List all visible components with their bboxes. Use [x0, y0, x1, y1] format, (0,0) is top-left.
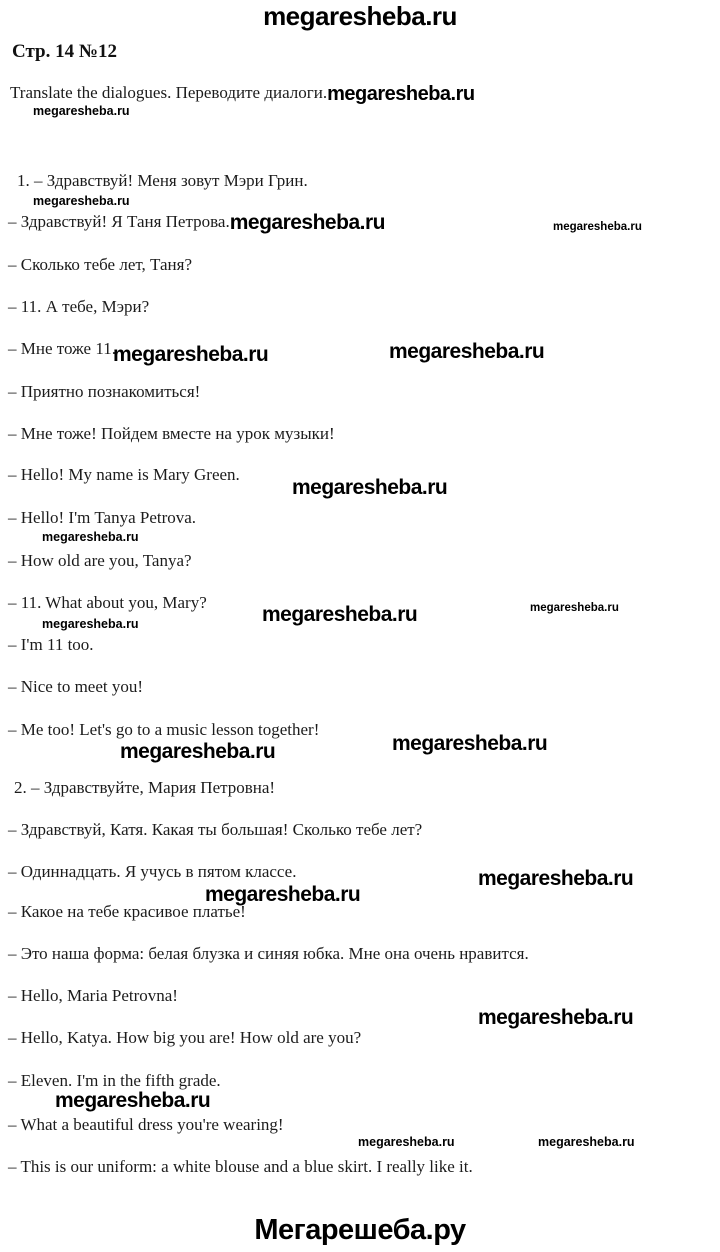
dialogue-line: – Одиннадцать. Я учусь в пятом классе.: [8, 862, 297, 881]
dialogue-line: – Мне тоже 11.: [8, 339, 116, 358]
dialogue-line: 1. – Здравствуй! Меня зовут Мэри Грин.: [17, 171, 308, 190]
watermark-large: megaresheba.ru: [120, 740, 276, 763]
page-heading: Стр. 14 №12: [12, 41, 117, 62]
task-line: [10, 83, 475, 104]
dialogue-line: – Это наша форма: белая блузка и синяя юбка. Мне она очень нравится.: [8, 944, 529, 963]
watermark-large: megaresheba.ru: [55, 1089, 211, 1112]
dialogue-text: – Здравствуй! Я Таня Петрова.: [8, 212, 230, 231]
watermark-small: megaresheba.ru: [358, 1135, 455, 1149]
watermark-small: megaresheba.ru: [33, 104, 130, 118]
watermark-small: megaresheba.ru: [553, 221, 642, 233]
watermark-large: megaresheba.ru: [113, 343, 269, 366]
dialogue-line: – This is our uniform: a white blouse and a blue skirt. I really like it.: [8, 1157, 473, 1176]
watermark-inline: megaresheba.ru: [229, 211, 385, 234]
dialogue-line: – Сколько тебе лет, Таня?: [8, 255, 192, 274]
dialogue-line: – Мне тоже! Пойдем вместе на урок музыки!: [8, 424, 335, 443]
watermark-small: megaresheba.ru: [33, 194, 130, 208]
watermark-small: megaresheba.ru: [42, 530, 139, 544]
watermark-large: megaresheba.ru: [392, 732, 548, 755]
dialogue-line: – What a beautiful dress you're wearing!: [8, 1115, 284, 1134]
dialogue-line: – Eleven. I'm in the fifth grade.: [8, 1071, 221, 1090]
watermark-large: megaresheba.ru: [262, 603, 418, 626]
dialogue-line: – Nice to meet you!: [8, 677, 144, 696]
watermark-large: megaresheba.ru: [205, 883, 361, 906]
task-text: Translate the dialogues. Переводите диалоги.: [10, 83, 328, 102]
watermark-bottom: Мегарешеба.ру: [254, 1214, 466, 1246]
watermark-large: megaresheba.ru: [389, 340, 545, 363]
dialogue-line: – Какое на тебе красивое платье!: [8, 902, 246, 921]
watermark-inline: megaresheba.ru: [327, 83, 475, 105]
watermark-top: megaresheba.ru: [263, 1, 457, 31]
dialogue-line: – Hello, Katya. How big you are! How old are you?: [8, 1028, 362, 1047]
watermark-small: megaresheba.ru: [538, 1135, 635, 1149]
dialogue-line: 2. – Здравствуйте, Мария Петровна!: [14, 778, 276, 797]
dialogue-line: – Hello! I'm Tanya Petrova.: [8, 508, 197, 527]
dialogue-line: [8, 212, 385, 233]
dialogue-line: – Здравствуй, Катя. Какая ты большая! Сколько тебе лет?: [8, 820, 423, 839]
dialogue-line: – How old are you, Tanya?: [8, 551, 192, 570]
watermark-large: megaresheba.ru: [478, 1006, 634, 1029]
watermark-large: megaresheba.ru: [478, 867, 634, 890]
dialogue-line: – Me too! Let's go to a music lesson together!: [8, 720, 320, 739]
watermark-small: megaresheba.ru: [42, 617, 139, 631]
dialogue-line: – I'm 11 too.: [8, 635, 94, 654]
dialogue-line: – 11. А тебе, Мэри?: [8, 297, 150, 316]
dialogue-line: – Hello! My name is Mary Green.: [8, 465, 240, 484]
dialogue-line: – Hello, Maria Petrovna!: [8, 986, 178, 1005]
watermark-large: megaresheba.ru: [292, 476, 448, 499]
dialogue-line: – Приятно познакомиться!: [8, 382, 201, 401]
watermark-small: megaresheba.ru: [530, 602, 619, 614]
dialogue-line: – 11. What about you, Mary?: [8, 593, 207, 612]
